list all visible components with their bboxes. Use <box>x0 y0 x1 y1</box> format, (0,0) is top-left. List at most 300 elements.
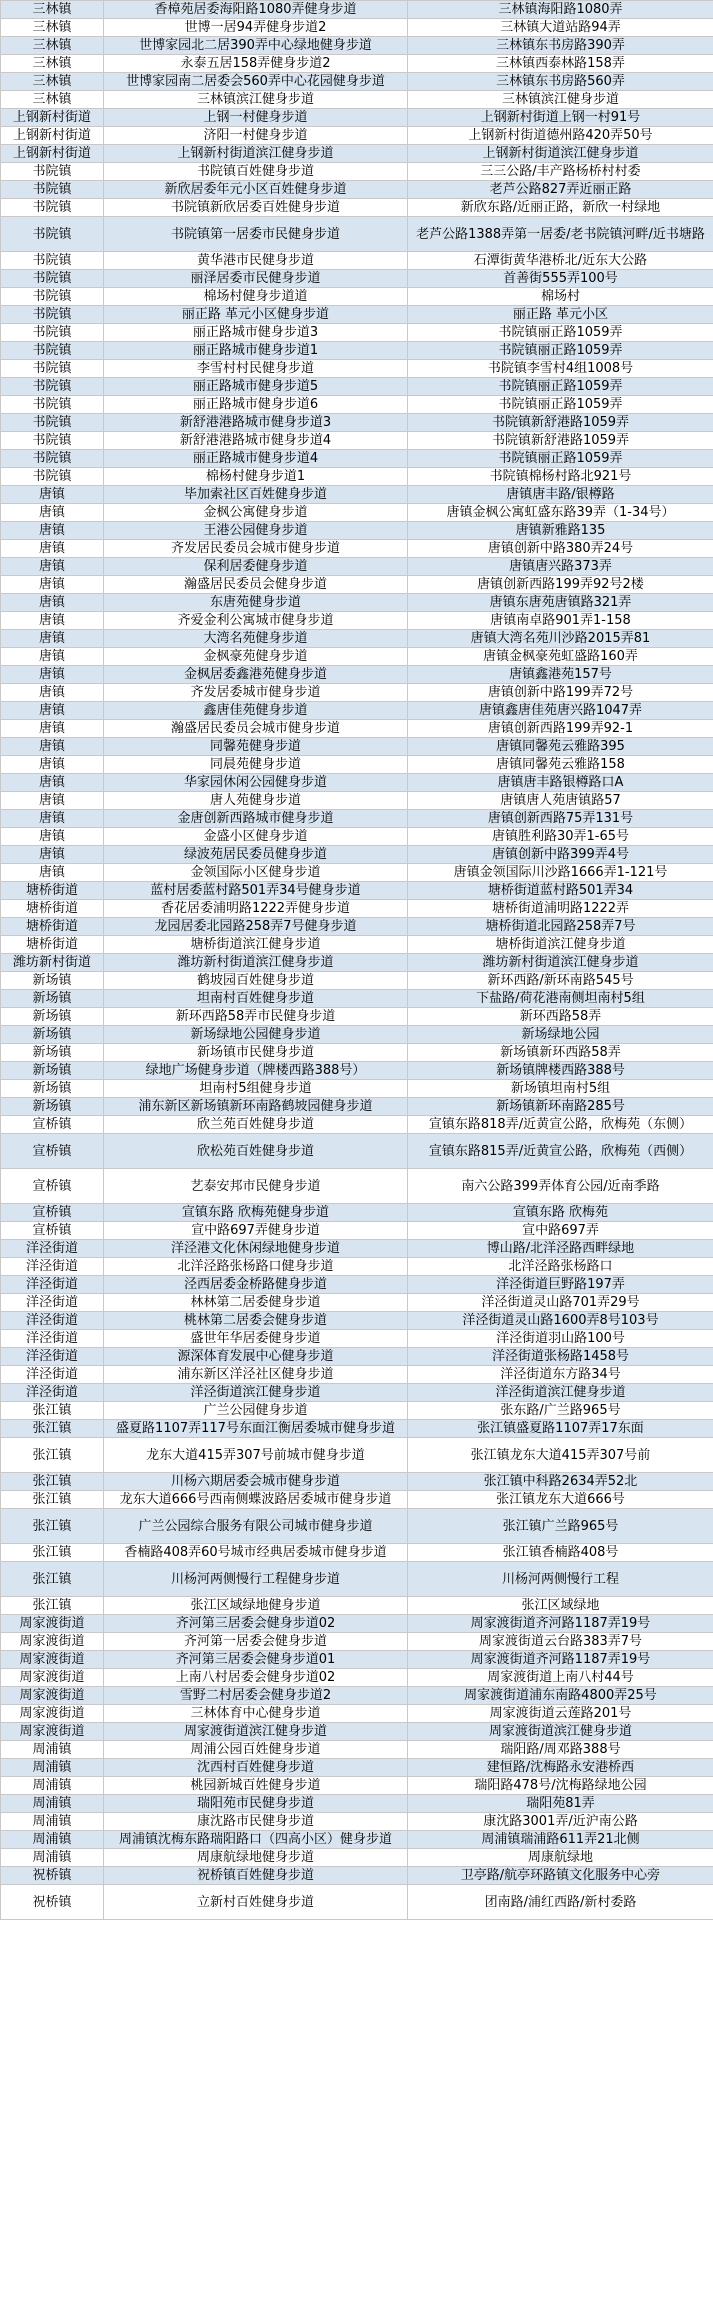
address-cell: 唐镇金领国际川沙路1666弄1-121号 <box>408 864 713 882</box>
district-cell: 张江镇 <box>1 1402 104 1420</box>
table-row <box>1 342 713 360</box>
table-row <box>1 1116 713 1134</box>
address-cell: 洋泾街道羽山路100号 <box>408 1330 713 1348</box>
table-row <box>1 73 713 91</box>
address-cell: 周家渡街道齐河路1187弄19号 <box>408 1651 713 1669</box>
address-cell: 新场镇新环南路285号 <box>408 1098 713 1116</box>
district-cell: 张江镇 <box>1 1438 104 1473</box>
district-cell: 书院镇 <box>1 217 104 252</box>
district-cell: 宣桥镇 <box>1 1204 104 1222</box>
district-cell: 洋泾街道 <box>1 1258 104 1276</box>
trail-name-cell: 香樟苑居委海阳路1080弄健身步道 <box>104 1 408 19</box>
trail-name-cell: 宣中路697弄健身步道 <box>104 1222 408 1240</box>
district-cell: 唐镇 <box>1 828 104 846</box>
address-cell: 唐镇创新中路399弄4号 <box>408 846 713 864</box>
address-cell: 首善街555弄100号 <box>408 270 713 288</box>
table-row <box>1 199 713 217</box>
address-cell: 宣中路697弄 <box>408 1222 713 1240</box>
address-cell: 张江镇广兰路965号 <box>408 1509 713 1544</box>
district-cell: 周家渡街道 <box>1 1723 104 1741</box>
trail-name-cell: 济阳一村健身步道 <box>104 127 408 145</box>
trail-name-cell: 立新村百姓健身步道 <box>104 1885 408 1920</box>
district-cell: 张江镇 <box>1 1491 104 1509</box>
table-body <box>1 1 713 1920</box>
table-row <box>1 1777 713 1795</box>
table-row <box>1 972 713 990</box>
table-row <box>1 1473 713 1491</box>
trail-name-cell: 丽正路城市健身步道3 <box>104 324 408 342</box>
address-cell: 新场绿地公园 <box>408 1026 713 1044</box>
table-row <box>1 504 713 522</box>
table-row <box>1 1169 713 1204</box>
table-row <box>1 1330 713 1348</box>
table-row <box>1 774 713 792</box>
trail-name-cell: 源深体育发展中心健身步道 <box>104 1348 408 1366</box>
table-row <box>1 396 713 414</box>
address-cell: 瑞阳苑81弄 <box>408 1795 713 1813</box>
trail-name-cell: 新场镇市民健身步道 <box>104 1044 408 1062</box>
trail-name-cell: 世博一居94弄健身步道2 <box>104 19 408 37</box>
district-cell: 新场镇 <box>1 1026 104 1044</box>
address-cell: 周家渡街道上南八村44号 <box>408 1669 713 1687</box>
table-row <box>1 828 713 846</box>
table-row <box>1 1723 713 1741</box>
trail-name-cell: 大湾名苑健身步道 <box>104 630 408 648</box>
district-cell: 书院镇 <box>1 163 104 181</box>
district-cell: 宣桥镇 <box>1 1222 104 1240</box>
table-row <box>1 19 713 37</box>
table-row <box>1 900 713 918</box>
district-cell: 新场镇 <box>1 1008 104 1026</box>
district-cell: 三林镇 <box>1 73 104 91</box>
district-cell: 张江镇 <box>1 1473 104 1491</box>
table-row <box>1 91 713 109</box>
district-cell: 洋泾街道 <box>1 1276 104 1294</box>
address-cell: 唐镇鑫港苑157号 <box>408 666 713 684</box>
trail-name-cell: 丽正路城市健身步道5 <box>104 378 408 396</box>
district-cell: 周浦镇 <box>1 1759 104 1777</box>
trail-name-cell: 川杨六期居委会城市健身步道 <box>104 1473 408 1491</box>
address-cell: 老芦公路827弄近丽正路 <box>408 181 713 199</box>
trail-name-cell: 龙园居委北园路258弄7号健身步道 <box>104 918 408 936</box>
table-row <box>1 324 713 342</box>
address-cell: 塘桥街道蓝村路501弄34 <box>408 882 713 900</box>
address-cell: 三三公路/丰产路杨桥村村委 <box>408 163 713 181</box>
district-cell: 书院镇 <box>1 252 104 270</box>
trail-name-cell: 齐河第三居委会健身步道02 <box>104 1615 408 1633</box>
trail-name-cell: 书院镇第一居委市民健身步道 <box>104 217 408 252</box>
trail-name-cell: 香花居委浦明路1222弄健身步道 <box>104 900 408 918</box>
trail-name-cell: 潍坊新村街道滨江健身步道 <box>104 954 408 972</box>
address-cell: 康沈路3001弄/近沪南公路 <box>408 1813 713 1831</box>
table-row <box>1 1651 713 1669</box>
table-row <box>1 486 713 504</box>
district-cell: 三林镇 <box>1 19 104 37</box>
address-cell: 唐镇创新中路380弄24号 <box>408 540 713 558</box>
table-row <box>1 288 713 306</box>
district-cell: 书院镇 <box>1 360 104 378</box>
address-cell: 书院镇棉杨村路北921号 <box>408 468 713 486</box>
trail-name-cell: 金盛小区健身步道 <box>104 828 408 846</box>
table-row <box>1 1312 713 1330</box>
table-row <box>1 1134 713 1169</box>
district-cell: 周家渡街道 <box>1 1651 104 1669</box>
table-row <box>1 378 713 396</box>
address-cell: 张江镇盛夏路1107弄17东面 <box>408 1420 713 1438</box>
trail-name-cell: 林林第二居委健身步道 <box>104 1294 408 1312</box>
district-cell: 上钢新村街道 <box>1 127 104 145</box>
address-cell: 新场镇新环西路58弄 <box>408 1044 713 1062</box>
address-cell: 三林镇大道站路94弄 <box>408 19 713 37</box>
address-cell: 书院镇李雪村4组1008号 <box>408 360 713 378</box>
table-row <box>1 217 713 252</box>
address-cell: 洋泾街道巨野路197弄 <box>408 1276 713 1294</box>
trail-name-cell: 欣松苑百姓健身步道 <box>104 1134 408 1169</box>
address-cell: 唐镇新雅路135 <box>408 522 713 540</box>
district-cell: 周浦镇 <box>1 1741 104 1759</box>
trail-name-cell: 蓝村居委蓝村路501弄34号健身步道 <box>104 882 408 900</box>
district-cell: 张江镇 <box>1 1420 104 1438</box>
address-cell: 唐镇创新中路199弄72号 <box>408 684 713 702</box>
district-cell: 唐镇 <box>1 594 104 612</box>
trail-name-cell: 沈西村百姓健身步道 <box>104 1759 408 1777</box>
table-row <box>1 1044 713 1062</box>
table-row <box>1 684 713 702</box>
address-cell: 新场镇牌楼西路388号 <box>408 1062 713 1080</box>
trail-name-cell: 新欣居委年元小区百姓健身步道 <box>104 181 408 199</box>
trail-name-cell: 上钢新村街道滨江健身步道 <box>104 145 408 163</box>
trail-name-cell: 桃园新城百姓健身步道 <box>104 1777 408 1795</box>
address-cell: 唐镇鑫唐佳苑唐兴路1047弄 <box>408 702 713 720</box>
table-row <box>1 127 713 145</box>
trail-name-cell: 棉场村健身步道道 <box>104 288 408 306</box>
trail-name-cell: 周康航绿地健身步道 <box>104 1849 408 1867</box>
address-cell: 周家渡街道滨江健身步道 <box>408 1723 713 1741</box>
address-cell: 唐镇东唐苑唐镇路321弄 <box>408 594 713 612</box>
district-cell: 周浦镇 <box>1 1795 104 1813</box>
district-cell: 周家渡街道 <box>1 1669 104 1687</box>
district-cell: 洋泾街道 <box>1 1312 104 1330</box>
district-cell: 塘桥街道 <box>1 900 104 918</box>
address-cell: 唐镇唐丰路银樽路口A <box>408 774 713 792</box>
district-cell: 书院镇 <box>1 450 104 468</box>
address-cell: 宣镇东路815弄/近黄宣公路，欣梅苑（西侧） <box>408 1134 713 1169</box>
table-row <box>1 450 713 468</box>
address-cell: 新欣东路/近丽正路，新欣一村绿地 <box>408 199 713 217</box>
trail-name-cell: 新环西路58弄市民健身步道 <box>104 1008 408 1026</box>
trail-name-cell: 李雪村村民健身步道 <box>104 360 408 378</box>
table-row <box>1 1741 713 1759</box>
address-cell: 新环西路/新环南路545号 <box>408 972 713 990</box>
trail-name-cell: 世博家园北二居390弄中心绿地健身步道 <box>104 37 408 55</box>
trail-name-cell: 艺泰安邦市民健身步道 <box>104 1169 408 1204</box>
district-cell: 周浦镇 <box>1 1831 104 1849</box>
trail-name-cell: 北洋泾路张杨路口健身步道 <box>104 1258 408 1276</box>
address-cell: 唐镇同馨苑云雅路395 <box>408 738 713 756</box>
address-cell: 周家渡街道云莲路201号 <box>408 1705 713 1723</box>
table-row <box>1 432 713 450</box>
trail-name-cell: 洋泾港文化休闲绿地健身步道 <box>104 1240 408 1258</box>
district-cell: 周浦镇 <box>1 1813 104 1831</box>
trail-name-cell: 祝桥镇百姓健身步道 <box>104 1867 408 1885</box>
district-cell: 洋泾街道 <box>1 1366 104 1384</box>
table-row <box>1 1759 713 1777</box>
address-cell: 唐镇南卓路901弄1-158 <box>408 612 713 630</box>
table-row <box>1 270 713 288</box>
trail-name-cell: 书院镇新欣居委百姓健身步道 <box>104 199 408 217</box>
table-row <box>1 1366 713 1384</box>
trail-name-cell: 周浦公园百姓健身步道 <box>104 1741 408 1759</box>
district-cell: 周家渡街道 <box>1 1705 104 1723</box>
table-row <box>1 1867 713 1885</box>
address-cell: 唐镇创新西路199弄92-1 <box>408 720 713 738</box>
district-cell: 唐镇 <box>1 612 104 630</box>
table-row <box>1 720 713 738</box>
address-cell: 石潭街黄华港桥北/近东大公路 <box>408 252 713 270</box>
table-row <box>1 954 713 972</box>
address-cell: 三林镇东书房路560弄 <box>408 73 713 91</box>
table-row <box>1 1509 713 1544</box>
district-cell: 新场镇 <box>1 1044 104 1062</box>
table-row <box>1 702 713 720</box>
district-cell: 书院镇 <box>1 414 104 432</box>
district-cell: 书院镇 <box>1 324 104 342</box>
address-cell: 张江镇龙东大道415弄307号前 <box>408 1438 713 1473</box>
address-cell: 张江镇龙东大道666号 <box>408 1491 713 1509</box>
address-cell: 下盐路/荷花港南侧坦南村5组 <box>408 990 713 1008</box>
table-row <box>1 594 713 612</box>
trail-name-cell: 齐发居委城市健身步道 <box>104 684 408 702</box>
trail-name-cell: 瀚盛居民委员会健身步道 <box>104 576 408 594</box>
district-cell: 周家渡街道 <box>1 1615 104 1633</box>
trail-name-cell: 书院镇百姓健身步道 <box>104 163 408 181</box>
table-row <box>1 522 713 540</box>
trail-name-cell: 新场绿地公园健身步道 <box>104 1026 408 1044</box>
district-cell: 张江镇 <box>1 1509 104 1544</box>
table-row <box>1 1402 713 1420</box>
trail-name-cell: 三林体育中心健身步道 <box>104 1705 408 1723</box>
table-row <box>1 1669 713 1687</box>
table-row <box>1 55 713 73</box>
district-cell: 祝桥镇 <box>1 1885 104 1920</box>
district-cell: 宣桥镇 <box>1 1134 104 1169</box>
address-cell: 塘桥街道浦明路1222弄 <box>408 900 713 918</box>
trail-name-cell: 毕加索社区百姓健身步道 <box>104 486 408 504</box>
trail-name-cell: 雪野二村居委会健身步道2 <box>104 1687 408 1705</box>
trail-name-cell: 东唐苑健身步道 <box>104 594 408 612</box>
table-row <box>1 882 713 900</box>
table-row <box>1 1240 713 1258</box>
district-cell: 唐镇 <box>1 792 104 810</box>
district-cell: 宣桥镇 <box>1 1116 104 1134</box>
address-cell: 唐镇唐丰路/银樽路 <box>408 486 713 504</box>
district-cell: 唐镇 <box>1 666 104 684</box>
district-cell: 上钢新村街道 <box>1 109 104 127</box>
table-row <box>1 612 713 630</box>
trail-name-cell: 丽正路 革元小区健身步道 <box>104 306 408 324</box>
district-cell: 唐镇 <box>1 504 104 522</box>
table-row <box>1 1026 713 1044</box>
district-cell: 塘桥街道 <box>1 882 104 900</box>
address-cell: 书院镇新舒港路1059弄 <box>408 414 713 432</box>
address-cell: 卫亭路/航亭环路镇文化服务中心旁 <box>408 1867 713 1885</box>
trail-name-cell: 丽正路城市健身步道1 <box>104 342 408 360</box>
district-cell: 唐镇 <box>1 558 104 576</box>
table-row <box>1 37 713 55</box>
table-row <box>1 1831 713 1849</box>
table-row <box>1 1420 713 1438</box>
address-cell: 建恒路/沈梅路永安港桥西 <box>408 1759 713 1777</box>
trail-name-cell: 黄华港市民健身步道 <box>104 252 408 270</box>
table-row <box>1 181 713 199</box>
district-cell: 唐镇 <box>1 720 104 738</box>
address-cell: 唐镇金枫公寓虹盛东路39弄（1-34号） <box>408 504 713 522</box>
trail-name-cell: 瑞阳苑市民健身步道 <box>104 1795 408 1813</box>
table-row <box>1 1258 713 1276</box>
trail-name-cell: 新舒港港路城市健身步道4 <box>104 432 408 450</box>
district-cell: 三林镇 <box>1 91 104 109</box>
district-cell: 唐镇 <box>1 540 104 558</box>
district-cell: 周浦镇 <box>1 1777 104 1795</box>
district-cell: 书院镇 <box>1 378 104 396</box>
district-cell: 洋泾街道 <box>1 1240 104 1258</box>
trail-name-cell: 唐人苑健身步道 <box>104 792 408 810</box>
table-row <box>1 1062 713 1080</box>
district-cell: 书院镇 <box>1 199 104 217</box>
address-cell: 洋泾街道灵山路1600弄8号103号 <box>408 1312 713 1330</box>
trail-name-cell: 浦东新区洋泾社区健身步道 <box>104 1366 408 1384</box>
table-row <box>1 1222 713 1240</box>
district-cell: 周家渡街道 <box>1 1633 104 1651</box>
address-cell: 瑞阳路478号/沈梅路绿地公园 <box>408 1777 713 1795</box>
district-cell: 新场镇 <box>1 972 104 990</box>
district-cell: 书院镇 <box>1 270 104 288</box>
address-cell: 唐镇唐人苑唐镇路57 <box>408 792 713 810</box>
trail-name-cell: 龙东大道666号西南侧蝶波路居委城市健身步道 <box>104 1491 408 1509</box>
district-cell: 新场镇 <box>1 1080 104 1098</box>
table-row <box>1 1348 713 1366</box>
address-cell: 塘桥街道北园路258弄7号 <box>408 918 713 936</box>
table-row <box>1 1544 713 1562</box>
table-row <box>1 1080 713 1098</box>
district-cell: 唐镇 <box>1 648 104 666</box>
address-cell: 张江镇香楠路408号 <box>408 1544 713 1562</box>
district-cell: 洋泾街道 <box>1 1294 104 1312</box>
district-cell: 张江镇 <box>1 1562 104 1597</box>
address-cell: 唐镇创新西路75弄131号 <box>408 810 713 828</box>
address-cell: 书院镇丽正路1059弄 <box>408 450 713 468</box>
address-cell: 川杨河两侧慢行工程 <box>408 1562 713 1597</box>
district-cell: 唐镇 <box>1 630 104 648</box>
address-cell: 博山路/北洋泾路西畔绿地 <box>408 1240 713 1258</box>
table-row <box>1 648 713 666</box>
address-cell: 周家渡街道浦东南路4800弄25号 <box>408 1687 713 1705</box>
district-cell: 张江镇 <box>1 1597 104 1615</box>
district-cell: 宣桥镇 <box>1 1169 104 1204</box>
district-cell: 新场镇 <box>1 1098 104 1116</box>
address-cell: 洋泾街道东方路34号 <box>408 1366 713 1384</box>
trail-name-cell: 康沈路市民健身步道 <box>104 1813 408 1831</box>
address-cell: 北洋泾路张杨路口 <box>408 1258 713 1276</box>
address-cell: 宣镇东路818弄/近黄宣公路，欣梅苑（东侧） <box>408 1116 713 1134</box>
trail-name-cell: 浦东新区新场镇新环南路鹤坡园健身步道 <box>104 1098 408 1116</box>
trail-name-cell: 金枫居委鑫港苑健身步道 <box>104 666 408 684</box>
address-cell: 书院镇丽正路1059弄 <box>408 378 713 396</box>
district-cell: 塘桥街道 <box>1 918 104 936</box>
table-row <box>1 1562 713 1597</box>
trail-name-cell: 同馨苑健身步道 <box>104 738 408 756</box>
address-cell: 棉场村 <box>408 288 713 306</box>
district-cell: 书院镇 <box>1 306 104 324</box>
address-cell: 洋泾街道张杨路1458号 <box>408 1348 713 1366</box>
address-cell: 书院镇丽正路1059弄 <box>408 342 713 360</box>
address-cell: 唐镇大湾名苑川沙路2015弄81 <box>408 630 713 648</box>
trail-name-cell: 桃林第二居委会健身步道 <box>104 1312 408 1330</box>
table-row <box>1 360 713 378</box>
table-row <box>1 666 713 684</box>
table-row <box>1 1813 713 1831</box>
table-row <box>1 1204 713 1222</box>
address-cell: 唐镇同馨苑云雅路158 <box>408 756 713 774</box>
trail-name-cell: 绿波苑居民委员健身步道 <box>104 846 408 864</box>
table-row <box>1 1687 713 1705</box>
address-cell: 唐镇创新西路199弄92号2楼 <box>408 576 713 594</box>
address-cell: 老芦公路1388弄第一居委/老书院镇河畔/近书塘路 <box>408 217 713 252</box>
address-cell: 书院镇丽正路1059弄 <box>408 324 713 342</box>
table-row <box>1 792 713 810</box>
address-cell: 张东路/广兰路965号 <box>408 1402 713 1420</box>
address-cell: 瑞阳路/周邓路388号 <box>408 1741 713 1759</box>
trail-name-cell: 川杨河两侧慢行工程健身步道 <box>104 1562 408 1597</box>
trail-name-cell: 坦南村5组健身步道 <box>104 1080 408 1098</box>
district-cell: 张江镇 <box>1 1544 104 1562</box>
address-cell: 周家渡街道云台路383弄7号 <box>408 1633 713 1651</box>
table-row <box>1 1795 713 1813</box>
table-row <box>1 468 713 486</box>
trail-name-cell: 周浦镇沈梅东路瑞阳路口（四高小区）健身步道 <box>104 1831 408 1849</box>
table-row <box>1 846 713 864</box>
table-row <box>1 810 713 828</box>
table-row <box>1 414 713 432</box>
district-cell: 祝桥镇 <box>1 1867 104 1885</box>
address-cell: 宣镇东路 欣梅苑 <box>408 1204 713 1222</box>
trail-name-cell: 齐爱金利公寓城市健身步道 <box>104 612 408 630</box>
address-cell: 唐镇唐兴路373弄 <box>408 558 713 576</box>
address-cell: 周浦镇瑞浦路611弄21北侧 <box>408 1831 713 1849</box>
district-cell: 书院镇 <box>1 396 104 414</box>
trail-name-cell: 华家园休闲公园健身步道 <box>104 774 408 792</box>
address-cell: 周家渡街道齐河路1187弄19号 <box>408 1615 713 1633</box>
trail-name-cell: 泾西居委金桥路健身步道 <box>104 1276 408 1294</box>
address-cell: 书院镇丽正路1059弄 <box>408 396 713 414</box>
trail-name-cell: 洋泾街道滨江健身步道 <box>104 1384 408 1402</box>
district-cell: 洋泾街道 <box>1 1330 104 1348</box>
table-row <box>1 1615 713 1633</box>
address-cell: 洋泾街道滨江健身步道 <box>408 1384 713 1402</box>
district-cell: 唐镇 <box>1 684 104 702</box>
trail-name-cell: 齐河第三居委会健身步道01 <box>104 1651 408 1669</box>
trail-name-cell: 永泰五居158弄健身步道2 <box>104 55 408 73</box>
table-row <box>1 576 713 594</box>
address-cell: 唐镇胜利路30弄1-65号 <box>408 828 713 846</box>
table-row <box>1 540 713 558</box>
address-cell: 潍坊新村街道滨江健身步道 <box>408 954 713 972</box>
trail-name-cell: 塘桥街道滨江健身步道 <box>104 936 408 954</box>
address-cell: 团南路/浦红西路/新村委路 <box>408 1885 713 1920</box>
trail-name-cell: 龙东大道415弄307号前城市健身步道 <box>104 1438 408 1473</box>
address-cell: 上钢新村街道滨江健身步道 <box>408 145 713 163</box>
trail-name-cell: 齐发居民委员会城市健身步道 <box>104 540 408 558</box>
